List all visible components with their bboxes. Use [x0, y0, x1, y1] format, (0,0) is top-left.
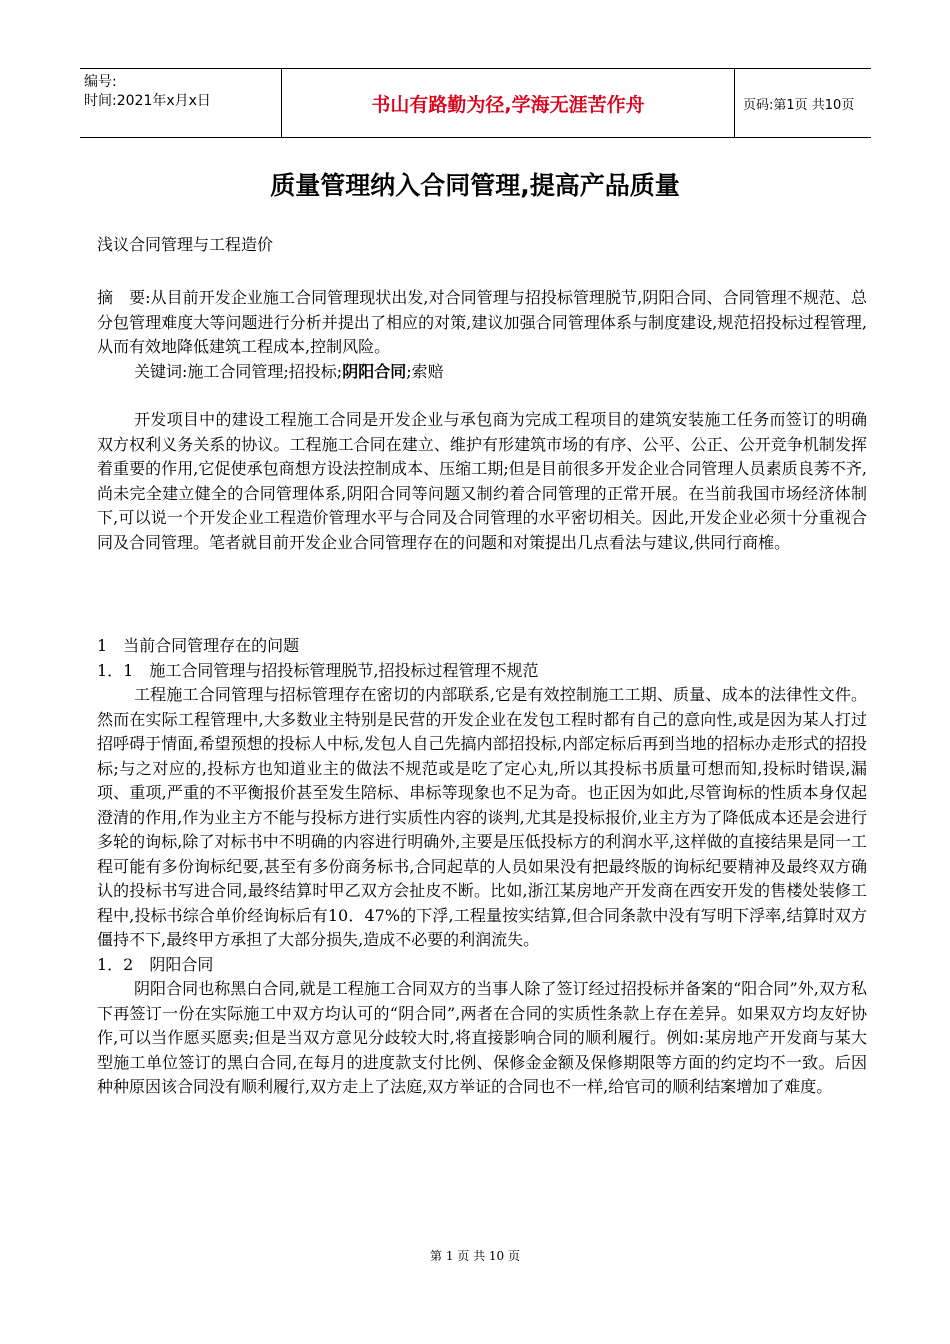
document-number-label: 编号: — [84, 74, 117, 90]
keywords-prefix: 关键词:施工合同管理;招投标; — [134, 361, 343, 381]
intro-paragraph: 开发项目中的建设工程施工合同是开发企业与承包商为完成工程项目的建筑安装施工任务而签订的明确双方权利义务关系的协议。工程施工合同在建立、维护有形建筑市场的有序、公平、公正、公开竞争机制发挥着重要的作用,它促使承包商想方设法控制成本、压缩工期;但是目前很多开发企业合同管理人员素质良莠不齐,尚未完全建立健全的合同管理体系,阴阳合同等问题又制约着合同管理的正常开展。在当前我国市场经济体制下,可以说一个开发企业工程造价管理水平与合同及合同管理的水平密切相关。因此,开发企业必须十分重视合同及合同管理。笔者就目前开发企业合同管理存在的问题和对策提出几点看法与建议,供同行商榷。 — [97, 410, 867, 552]
intro-block — [97, 408, 867, 555]
section-1-heading: 1 当前合同管理存在的问题 — [97, 636, 300, 655]
section-1-2-paragraph: 阴阳合同也称黑白合同,就是工程施工合同双方的当事人除了签订经过招投标并备案的“阳合同”外,双方私下再签订一份在实际施工中双方均认可的“阴合同”,两者在合同的实质性条款上存在差异。如果双方均友好协作,可以当作愿买愿卖;但是当双方意见分歧较大时,将直接影响合同的顺利履行。例如:某房地产开发商与某大型施工单位签订的黑白合同,在每月的进度款支付比例、保修金金额及保修期限等方面的约定均不一致。后因种种原因该合同没有顺利履行,双方走上了法庭,双方举证的合同也不一样,给官司的顺利结案增加了难度。 — [97, 979, 867, 1096]
page-footer: 第 1 页 共 10 页 — [430, 1249, 520, 1263]
keywords-line — [97, 360, 867, 385]
section-1-2-heading: 1．2 阴阳合同 — [97, 954, 214, 974]
header-meta-cell — [80, 69, 282, 137]
article-subtitle: 浅议合同管理与工程造价 — [97, 235, 274, 254]
abstract-paragraph: 摘 要:从目前开发企业施工合同管理现状出发,对合同管理与招投标管理脱节,阴阳合同、合同管理不规范、总分包管理难度大等问题进行分析并提出了相应的对策,建议加强合同管理体系与制度建设,规范招投标过程管理,从而有效地降低建筑工程成本,控制风险。 — [97, 288, 867, 356]
section-1-block — [97, 634, 867, 1100]
header-motto: 书山有路勤为径,学海无涯苦作舟 — [282, 69, 735, 137]
section-1-1-heading: 1．1 施工合同管理与招投标管理脱节,招投标过程管理不规范 — [97, 660, 539, 680]
keywords-bold-term: 阴阳合同 — [342, 361, 407, 381]
document-time-label: 时间:2021年x月x日 — [84, 93, 211, 109]
section-1-1-paragraph: 工程施工合同管理与招标管理存在密切的内部联系,它是有效控制施工工期、质量、成本的法律性文件。然而在实际工程管理中,大多数业主特别是民营的开发企业在发包工程时都有自己的意向性,或是因为某人打过招呼碍于情面,希望预想的投标人中标,发包人自己先搞内部招投标,内部定标后再到当地的招标办走形式的招投标;与之对应的,投标方也知道业主的做法不规范或是吃了定心丸,所以其投标书质量可想而知,投标时错误,漏项、重项,严重的不平衡报价甚至发生陪标、串标等现象也不足为奇。也正因为如此,尽管询标的性质本身仅起澄清的作用,作为业主方不能与投标方进行实质性内容的谈判,尤其是投标报价,业主方为了降低成本还是会进行多轮的询标,除了对标书中不明确的内容进行明确外,主要是压低投标方的利润水平,这样做的直接结果是同一工程可能有多份询标纪要,甚至有多份商务标书,合同起草的人员如果没有把最终版的询标纪要精神及最终双方确认的投标书写进合同,最终结算时甲乙双方会扯皮不断。比如,浙江某房地产开发商在西安开发的售楼处装修工程中,投标书综合单价经询标后有10．47%的下浮,工程量按实结算,但合同条款中没有写明下浮率,结算时双方僵持不下,最终甲方承担了大部分损失,造成不必要的利润流失。 — [97, 685, 867, 949]
document-header — [80, 68, 871, 138]
header-page-info: 页码:第1页 共10页 — [743, 97, 855, 113]
keywords-suffix: ;索赔 — [406, 361, 444, 381]
document-title: 质量管理纳入合同管理,提高产品质量 — [270, 171, 680, 200]
abstract-block — [97, 286, 867, 384]
